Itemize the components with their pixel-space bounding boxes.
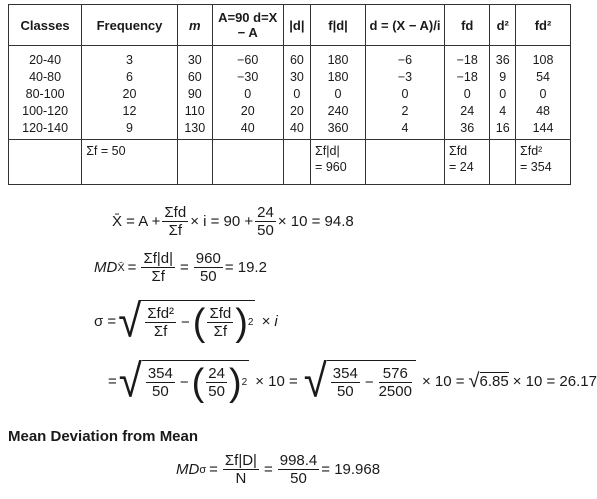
table-cell-f-abs-d: 360 [311,120,366,140]
table-cell-a-dev: 40 [212,120,283,140]
table-cell-fd: −18 [444,46,490,70]
table-cell-classes: 20-40 [9,46,82,70]
table-cell-fd2: 108 [516,46,571,70]
frequency-table [8,4,571,185]
table-cell-f-abs-d: 180 [311,46,366,70]
table-cell-abs-d: 0 [283,86,310,103]
header-d2: d² [490,5,516,46]
table-cell-m: 30 [177,46,212,70]
mean-equation: X̄ = A + $\frac{\text{Σfd}}{\Sigma f}$ × i = 90 + $\frac{24}{50}$ × 10 = 94.8 [112,204,354,239]
table-cell-d2: 0 [490,86,516,103]
table-cell-frequency: 20 [82,86,178,103]
table-cell-frequency: 12 [82,103,178,120]
table-cell-step-d: −6 [365,46,444,70]
table-cell-fd2: 54 [516,69,571,86]
header-m: m [177,5,212,46]
table-cell-fd: 36 [444,120,490,140]
table-cell-d2: 9 [490,69,516,86]
header-fd: fd [444,5,490,46]
table-cell-a-dev: −30 [212,69,283,86]
header-classes: Classes [9,5,82,46]
table-cell-m: 110 [177,103,212,120]
table-cell-classes: 120-140 [9,120,82,140]
table-cell-abs-d: 30 [283,69,310,86]
table-cell-classes: 100-120 [9,103,82,120]
table-row [9,120,571,140]
table-cell-fd2: 0 [516,86,571,103]
table-cell-frequency: 6 [82,69,178,86]
table-cell-m: 90 [177,86,212,103]
table-row [9,103,571,120]
table-row [9,46,571,70]
header-f-abs-d: f|d| [311,5,366,46]
table-cell-d2: 4 [490,103,516,120]
table-cell-step-d: −3 [365,69,444,86]
sum-frequency: Σf = 50 [82,140,178,185]
table-cell-step-d: 2 [365,103,444,120]
header-frequency: Frequency [82,5,178,46]
table-cell-abs-d: 60 [283,46,310,70]
header-step-d: d = (X − A)/i [365,5,444,46]
table-cell-m: 60 [177,69,212,86]
header-fd2: fd² [516,5,571,46]
section-heading: Mean Deviation from Mean [8,428,199,445]
table-cell-step-d: 4 [365,120,444,140]
table-cell-f-abs-d: 240 [311,103,366,120]
table-cell-abs-d: 40 [283,120,310,140]
header-abs-d: |d| [283,5,310,46]
table-row [9,86,571,103]
table-cell-d2: 36 [490,46,516,70]
sum-f-abs-d: Σf|d| = 960 [311,140,366,185]
table-cell-fd: 0 [444,86,490,103]
table-cell-a-dev: −60 [212,46,283,70]
table-cell-fd: 24 [444,103,490,120]
table-cell-d2: 16 [490,120,516,140]
table-cell-a-dev: 0 [212,86,283,103]
table-cell-classes: 80-100 [9,86,82,103]
table-cell-fd2: 48 [516,103,571,120]
table-cell-frequency: 3 [82,46,178,70]
header-a-dev: A=90 d=X − A [212,5,283,46]
table-cell-m: 130 [177,120,212,140]
table-cell-classes: 40-80 [9,69,82,86]
table-cell-step-d: 0 [365,86,444,103]
table-cell-fd: −18 [444,69,490,86]
sum-fd: Σfd = 24 [444,140,490,185]
md-mean-equation: MD X̄ = $\frac{\Sigma f|d|}{\Sigma f}$ = $\frac{960}{50}$ = 19.2 [94,250,267,285]
table-cell-frequency: 9 [82,120,178,140]
md-sigma-equation: MD σ = $\frac{\Sigma f|D|}{N}$ = $\frac{998.4}{50}$ = 19.968 [176,452,381,487]
table-cell-f-abs-d: 180 [311,69,366,86]
table-cell-f-abs-d: 0 [311,86,366,103]
table-row [9,69,571,86]
sum-fd2: Σfd² = 354 [516,140,571,185]
table-header-row [9,5,571,46]
table-cell-fd2: 144 [516,120,571,140]
table-sum-row [9,140,571,185]
table-cell-a-dev: 20 [212,103,283,120]
table-cell-abs-d: 20 [283,103,310,120]
sigma-evaluation: = √ $\frac{354}{50}$ − ( $\frac{24}{50}$ ) 2 × 10 = √ $\frac{354}{50}$ − $\frac{576}{2500}$ × 10 = √ 6.85 × 10 = 26.17 [108,354,597,407]
sigma-equation: σ = √ $\frac{\text{Σfd²}}{\Sigma f}$ − ( $\frac{\text{Σfd}}{\Sigma f}$ ) 2 × i [94,294,278,347]
